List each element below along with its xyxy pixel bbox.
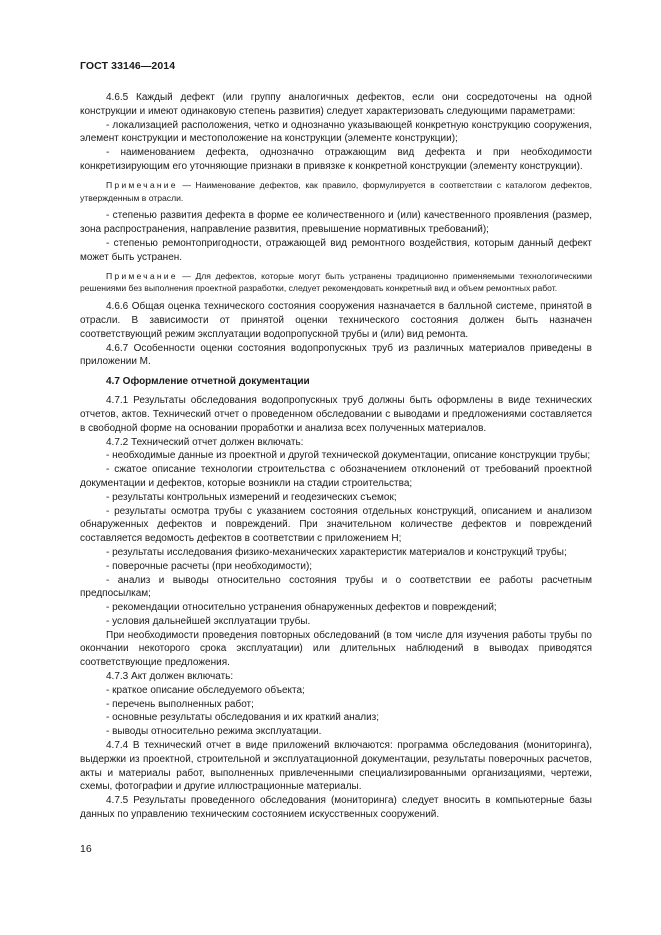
paragraph-4-6-6: 4.6.6 Общая оценка технического состояния сооружения назначается в балльной системе, принятой в отрасли. В зависимости от принятой оценки технического состояния должен быть назначен соответствующий режим эксплуатации водопропускной трубы и (или) вид ремонта. [80,301,592,340]
paragraph-4-6-5: 4.6.5 Каждый дефект (или группу аналогичных дефектов, если они сосредоточены на одной конструкции и имеют одинаковую степень развития) следует характеризовать следующими параметрами: [80,92,592,117]
list-item: - условия дальнейшей эксплуатации трубы. [106,615,311,627]
list-item: - локализацией расположения, четко и однозначно указывающей конкретную конструкцию сооружения, элемент конструкции и местоположение на конструкции (элементе конструкции); [80,119,592,145]
list-item: - рекомендации относительно устранения обнаруженных дефектов и повреждений; [106,602,497,614]
document-header: ГОСТ 33146—2014 [80,60,176,72]
list-item: - выводы относительно режима эксплуатации. [106,726,322,738]
paragraph-4-7-4: 4.7.4 В технический отчет в виде приложений включаются: программа обследования (мониторинга), выдержки из проектной, строительной и эксплуатационной документации, результаты поверочных расчетов, акты и материалы работ, выполненных привлеченными специализированными организациями, чертежи, схемы, фотографии и другие иллюстрационные материалы. [80,740,592,793]
list-item: - анализ и выводы относительно состояния трубы и о соответствии ее работы расчетным предпосылкам; [80,574,592,600]
page-body [80,91,592,822]
list-item: - краткое описание обследуемого объекта; [106,684,305,696]
list-item: - основные результаты обследования и их краткий анализ; [106,712,380,724]
section-heading: 4.7 Оформление отчетной документации [106,376,310,388]
list-item: - результаты исследования физико-механических характеристик материалов и конструкций трубы; [106,546,567,558]
note-text: — Для дефектов, которые могут быть устранены традиционно применяемыми технологическими решениями без выполнения проектной разработки, следует рекомендовать конкретный вид и объем ремонтных работ. [80,270,592,294]
list-item: - сжатое описание технологии строительства с обозначением отклонений от требований проектной документации и дефектов, которые возникли на стадии строительства; [80,464,592,489]
paragraph-repeat-inspection: При необходимости проведения повторных обследований (в том числе для изучения работы трубы по окончании некоторого срока эксплуатации) или длительных наблюдений в выводах приводятся соответствующие предложения. [80,629,592,669]
list-item: - степенью ремонтопригодности, отражающей вид ремонтного воздействия, которым данный дефект может быть устранен. [80,237,592,263]
note-1 [80,179,592,205]
list-item: - поверочные расчеты (при необходимости); [106,560,313,572]
note-text: — Наименование дефектов, как правило, формулируется в соответствии с каталогом дефектов, утвержденным в отрасли. [80,179,592,203]
note-label: Примечание [106,179,178,190]
paragraph-4-7-3: 4.7.3 Акт должен включать: [106,671,234,683]
list-item: - наименованием дефекта, однозначно отражающим вид дефекта и при необходимости конкретизирующим его уточняющие признаки в привязке к конкретной конструкции (элементу конструкции). [80,147,592,172]
list-item: - необходимые данные из проектной и другой технической документации, описание конструкции трубы; [106,450,591,462]
list-item: - перечень выполненных работ; [106,698,254,710]
note-2 [80,270,592,296]
paragraph-4-7-1: 4.7.1 Результаты обследования водопропускных труб должны быть оформлены в виде технических отчетов, актов. Технический отчет о проведенном обследовании с выводами и предложениями составляется в свободной форме на основании проработки и анализа всех полученных материалов. [80,395,592,434]
note-label: Примечание [106,270,178,281]
list-item: - результаты контрольных измерений и геодезических съемок; [106,491,397,503]
list-item: - результаты осмотра трубы с указанием состояния отдельных конструкций, описанием и анализом обнаруженных дефектов и повреждений. При значительном количестве дефектов и повреждений составляется ведомость дефектов в соответствии с приложением Н; [80,505,592,545]
paragraph-4-7-2: 4.7.2 Технический отчет должен включать: [106,436,304,448]
page-number: 16 [80,843,92,855]
paragraph-4-6-7: 4.6.7 Особенности оценки состояния водопропускных труб из различных материалов приведены в приложении М. [80,342,592,368]
paragraph-4-7-5: 4.7.5 Результаты проведенного обследования (мониторинга) следует вносить в компьютерные базы данных по управлению техническим состоянием искусственных сооружений. [80,795,592,821]
list-item: - степенью развития дефекта в форме ее количественного и (или) качественного проявления (размер, зона распространения, направление развития, превышение нормативных требований); [80,210,592,236]
